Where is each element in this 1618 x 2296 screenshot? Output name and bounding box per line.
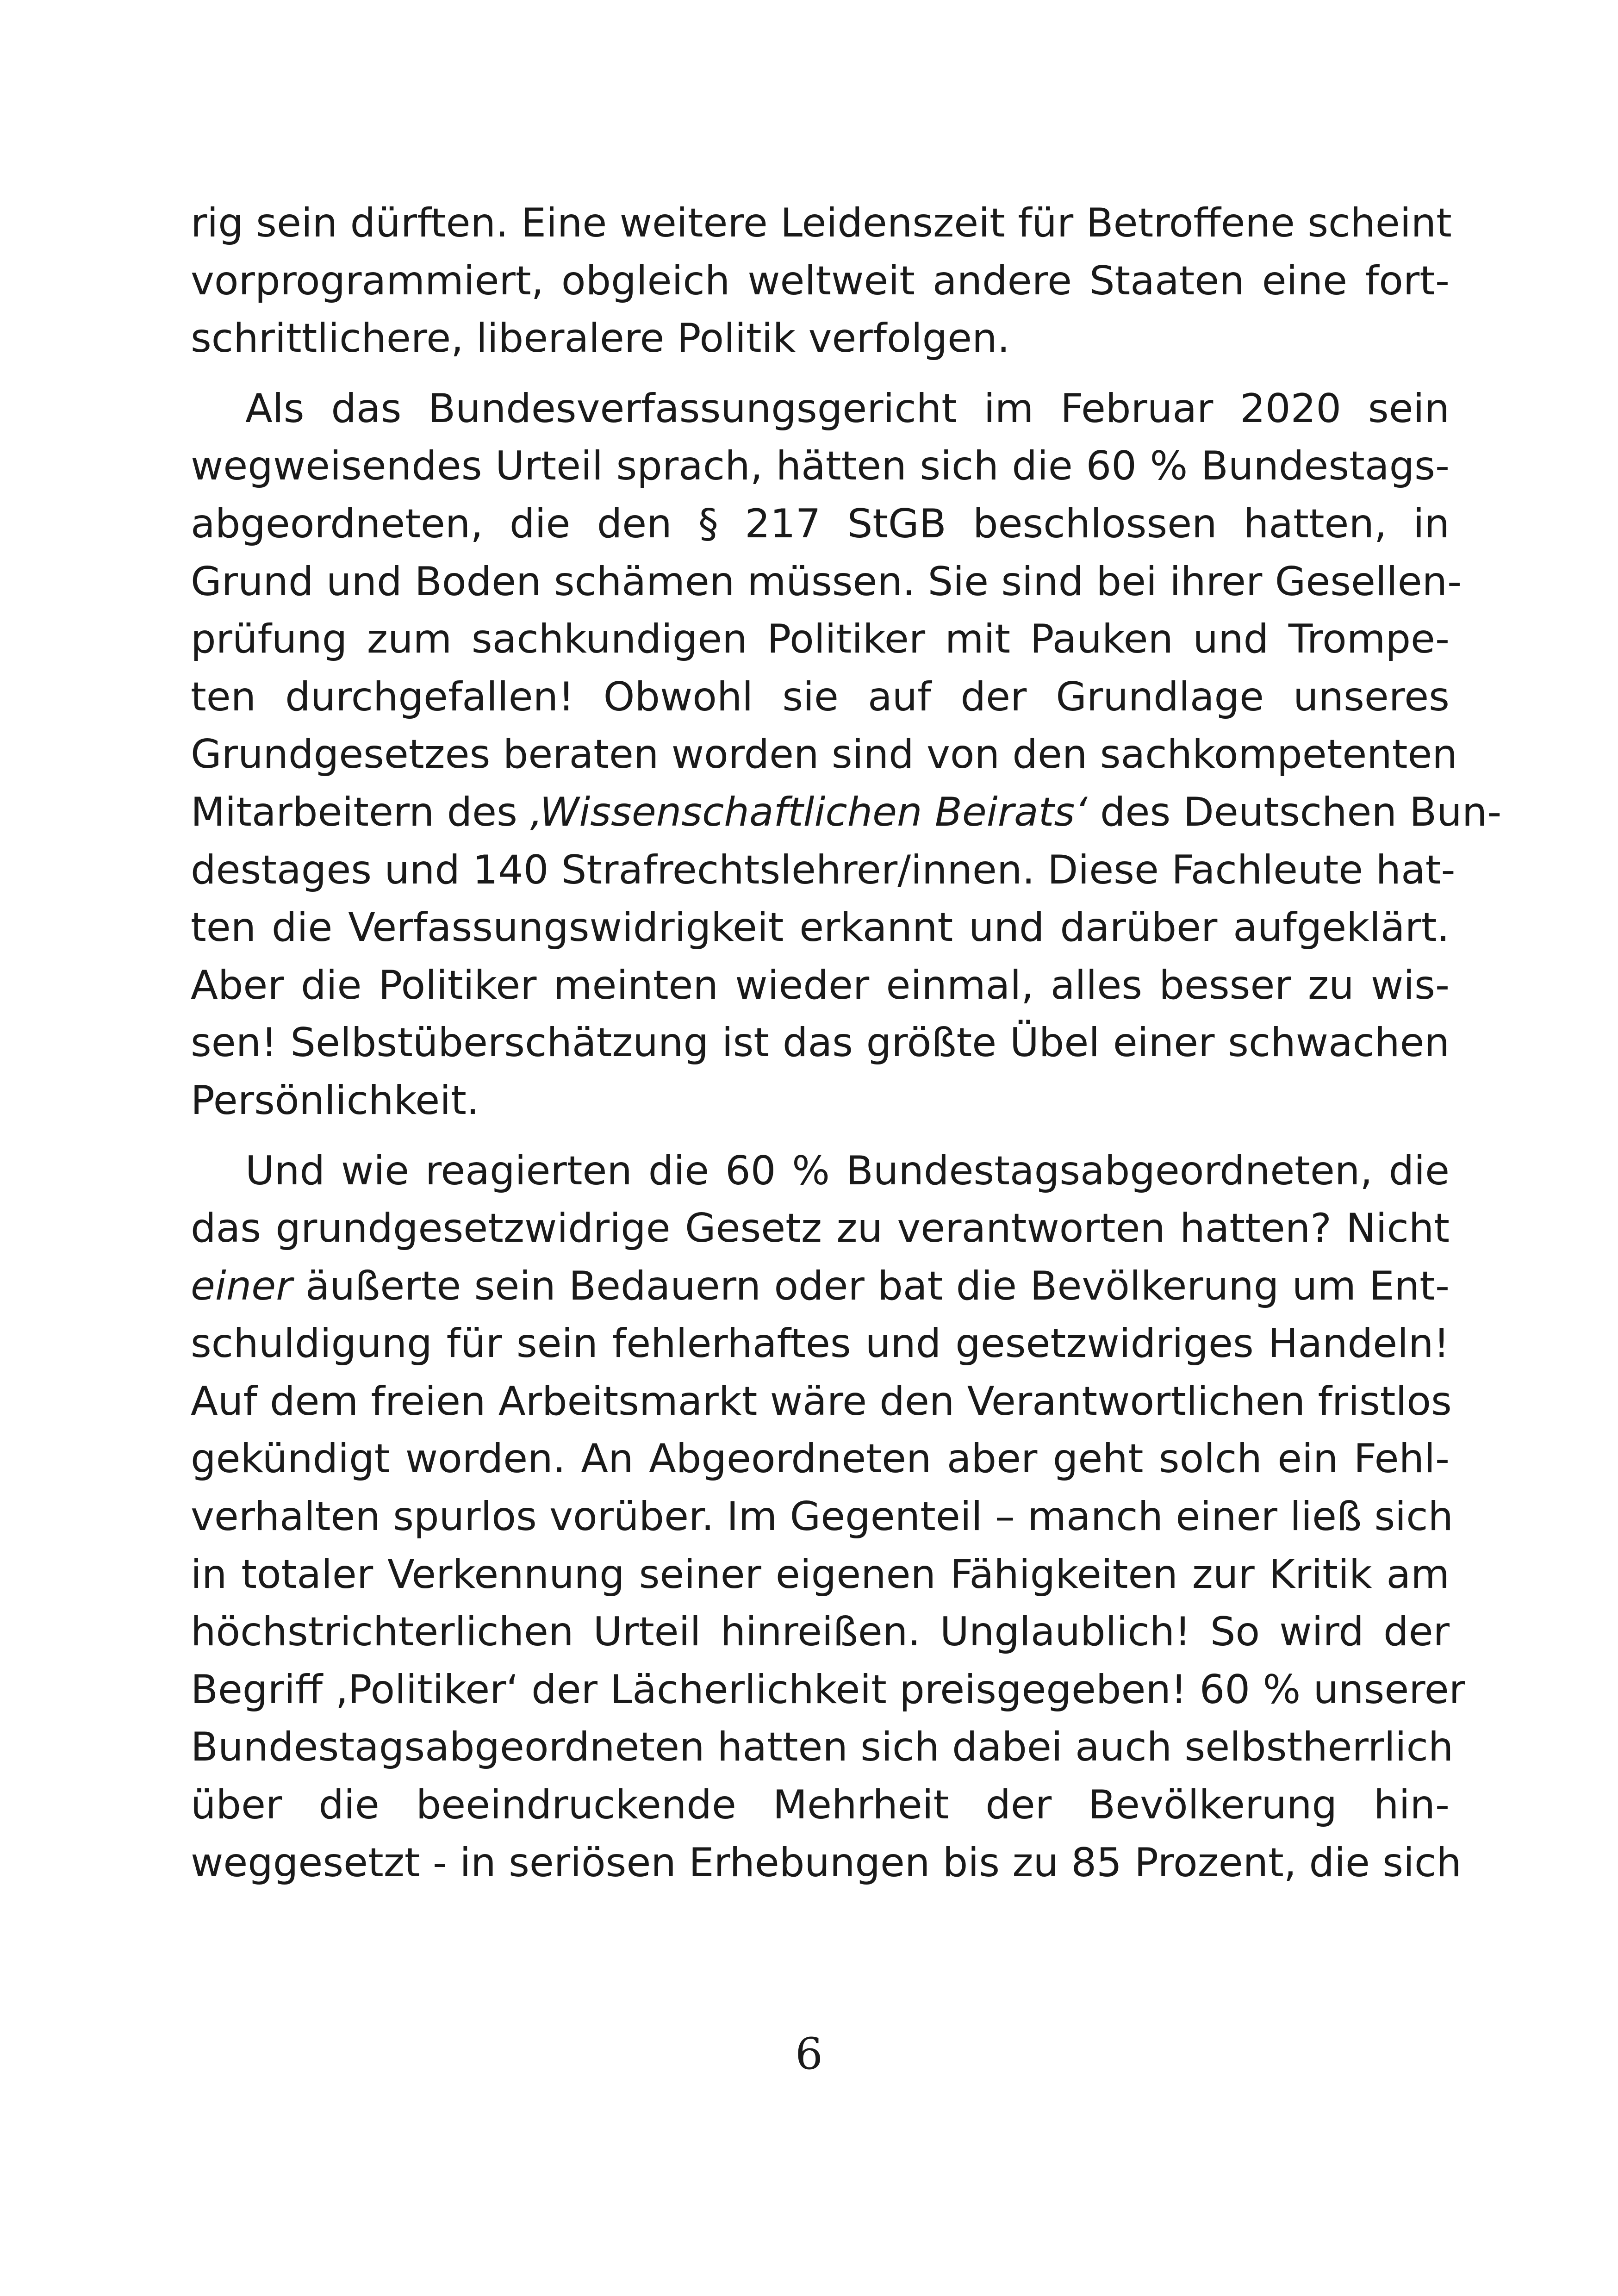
text-line: das grundgesetzwidrige Gesetz zu verantworten hatten? Nicht (191, 1205, 1450, 1252)
text-line: höchstrichterlichen Urteil hinreißen. Unglaublich! So wird der (191, 1609, 1450, 1655)
body-text (191, 194, 1502, 1892)
text-line: verhalten spurlos vorüber. Im Gegenteil – manch einer ließ sich (191, 1493, 1453, 1540)
paragraph (191, 194, 1450, 367)
text-line: Bundestagsabgeordneten hatten sich dabei auch selbstherrlich (191, 1724, 1454, 1771)
text-line: sen! Selbstüberschätzung ist das größte Übel einer schwachen (191, 1020, 1450, 1066)
text-line: Persönlichkeit. (191, 1077, 479, 1124)
text-line: Grund und Boden schämen müssen. Sie sind bei ihrer Gesellen- (191, 558, 1462, 605)
text-segment: des Deutschen Bun- (1087, 789, 1502, 835)
text-line: rig sein dürften. Eine weitere Leidenszeit für Betroffene scheint (191, 200, 1452, 246)
emphasized-text: einer (191, 1263, 292, 1309)
text-line: vorprogrammiert, obgleich weltweit andere Staaten eine fort- (191, 257, 1450, 304)
text-segment: Mitarbeitern des (191, 789, 530, 835)
text-line (191, 784, 1502, 841)
text-line: über die beeindruckende Mehrheit der Bevölkerung hin- (191, 1782, 1450, 1829)
text-line: ten durchgefallen! Obwohl sie auf der Grundlage unseres (191, 673, 1450, 720)
text-line: Grundgesetzes beraten worden sind von den sachkompetenten (191, 731, 1457, 778)
text-line: wegweisendes Urteil sprach, hätten sich die 60 % Bundestags- (191, 443, 1450, 490)
text-line: ten die Verfassungswidrigkeit erkannt und darüber aufgeklärt. (191, 904, 1450, 951)
text-line: Auf dem freien Arbeitsmarkt wäre den Verantwortlichen fristlos (191, 1378, 1452, 1425)
text-line: Begriff ‚Politiker‘ der Lächerlichkeit preisgegeben! 60 % unserer (191, 1666, 1465, 1713)
paragraph (191, 1142, 1465, 1892)
text-line: gekündigt worden. An Abgeordneten aber geht solch ein Fehl- (191, 1436, 1450, 1482)
emphasized-text: ‚Wissenschaftlichen Beirats‘ (530, 789, 1088, 835)
text-line: in totaler Verkennung seiner eigenen Fähigkeiten zur Kritik am (191, 1551, 1450, 1598)
text-line: Und wie reagierten die 60 % Bundestagsabgeordneten, die (245, 1147, 1450, 1194)
text-line: Als das Bundesverfassungsgericht im Februar 2020 sein (245, 385, 1450, 432)
text-line (191, 1257, 1450, 1315)
text-line: weggesetzt - in seriösen Erhebungen bis zu 85 Prozent, die sich (191, 1839, 1462, 1886)
paragraph (191, 380, 1502, 1130)
page-number: 6 (795, 2029, 823, 2079)
text-segment: äußerte sein Bedauern oder bat die Bevölkerung um Ent- (292, 1263, 1450, 1309)
text-line: schuldigung für sein fehlerhaftes und gesetzwidriges Handeln! (191, 1320, 1450, 1367)
text-line: prüfung zum sachkundigen Politiker mit Pauken und Trompe- (191, 616, 1450, 663)
text-line: destages und 140 Strafrechtslehrer/innen. Diese Fachleute hat- (191, 846, 1456, 893)
text-line: schrittlichere, liberalere Politik verfolgen. (191, 315, 1010, 362)
text-line: abgeordneten, die den § 217 StGB beschlossen hatten, in (191, 500, 1450, 547)
text-line: Aber die Politiker meinten wieder einmal, alles besser zu wis- (191, 962, 1450, 1008)
